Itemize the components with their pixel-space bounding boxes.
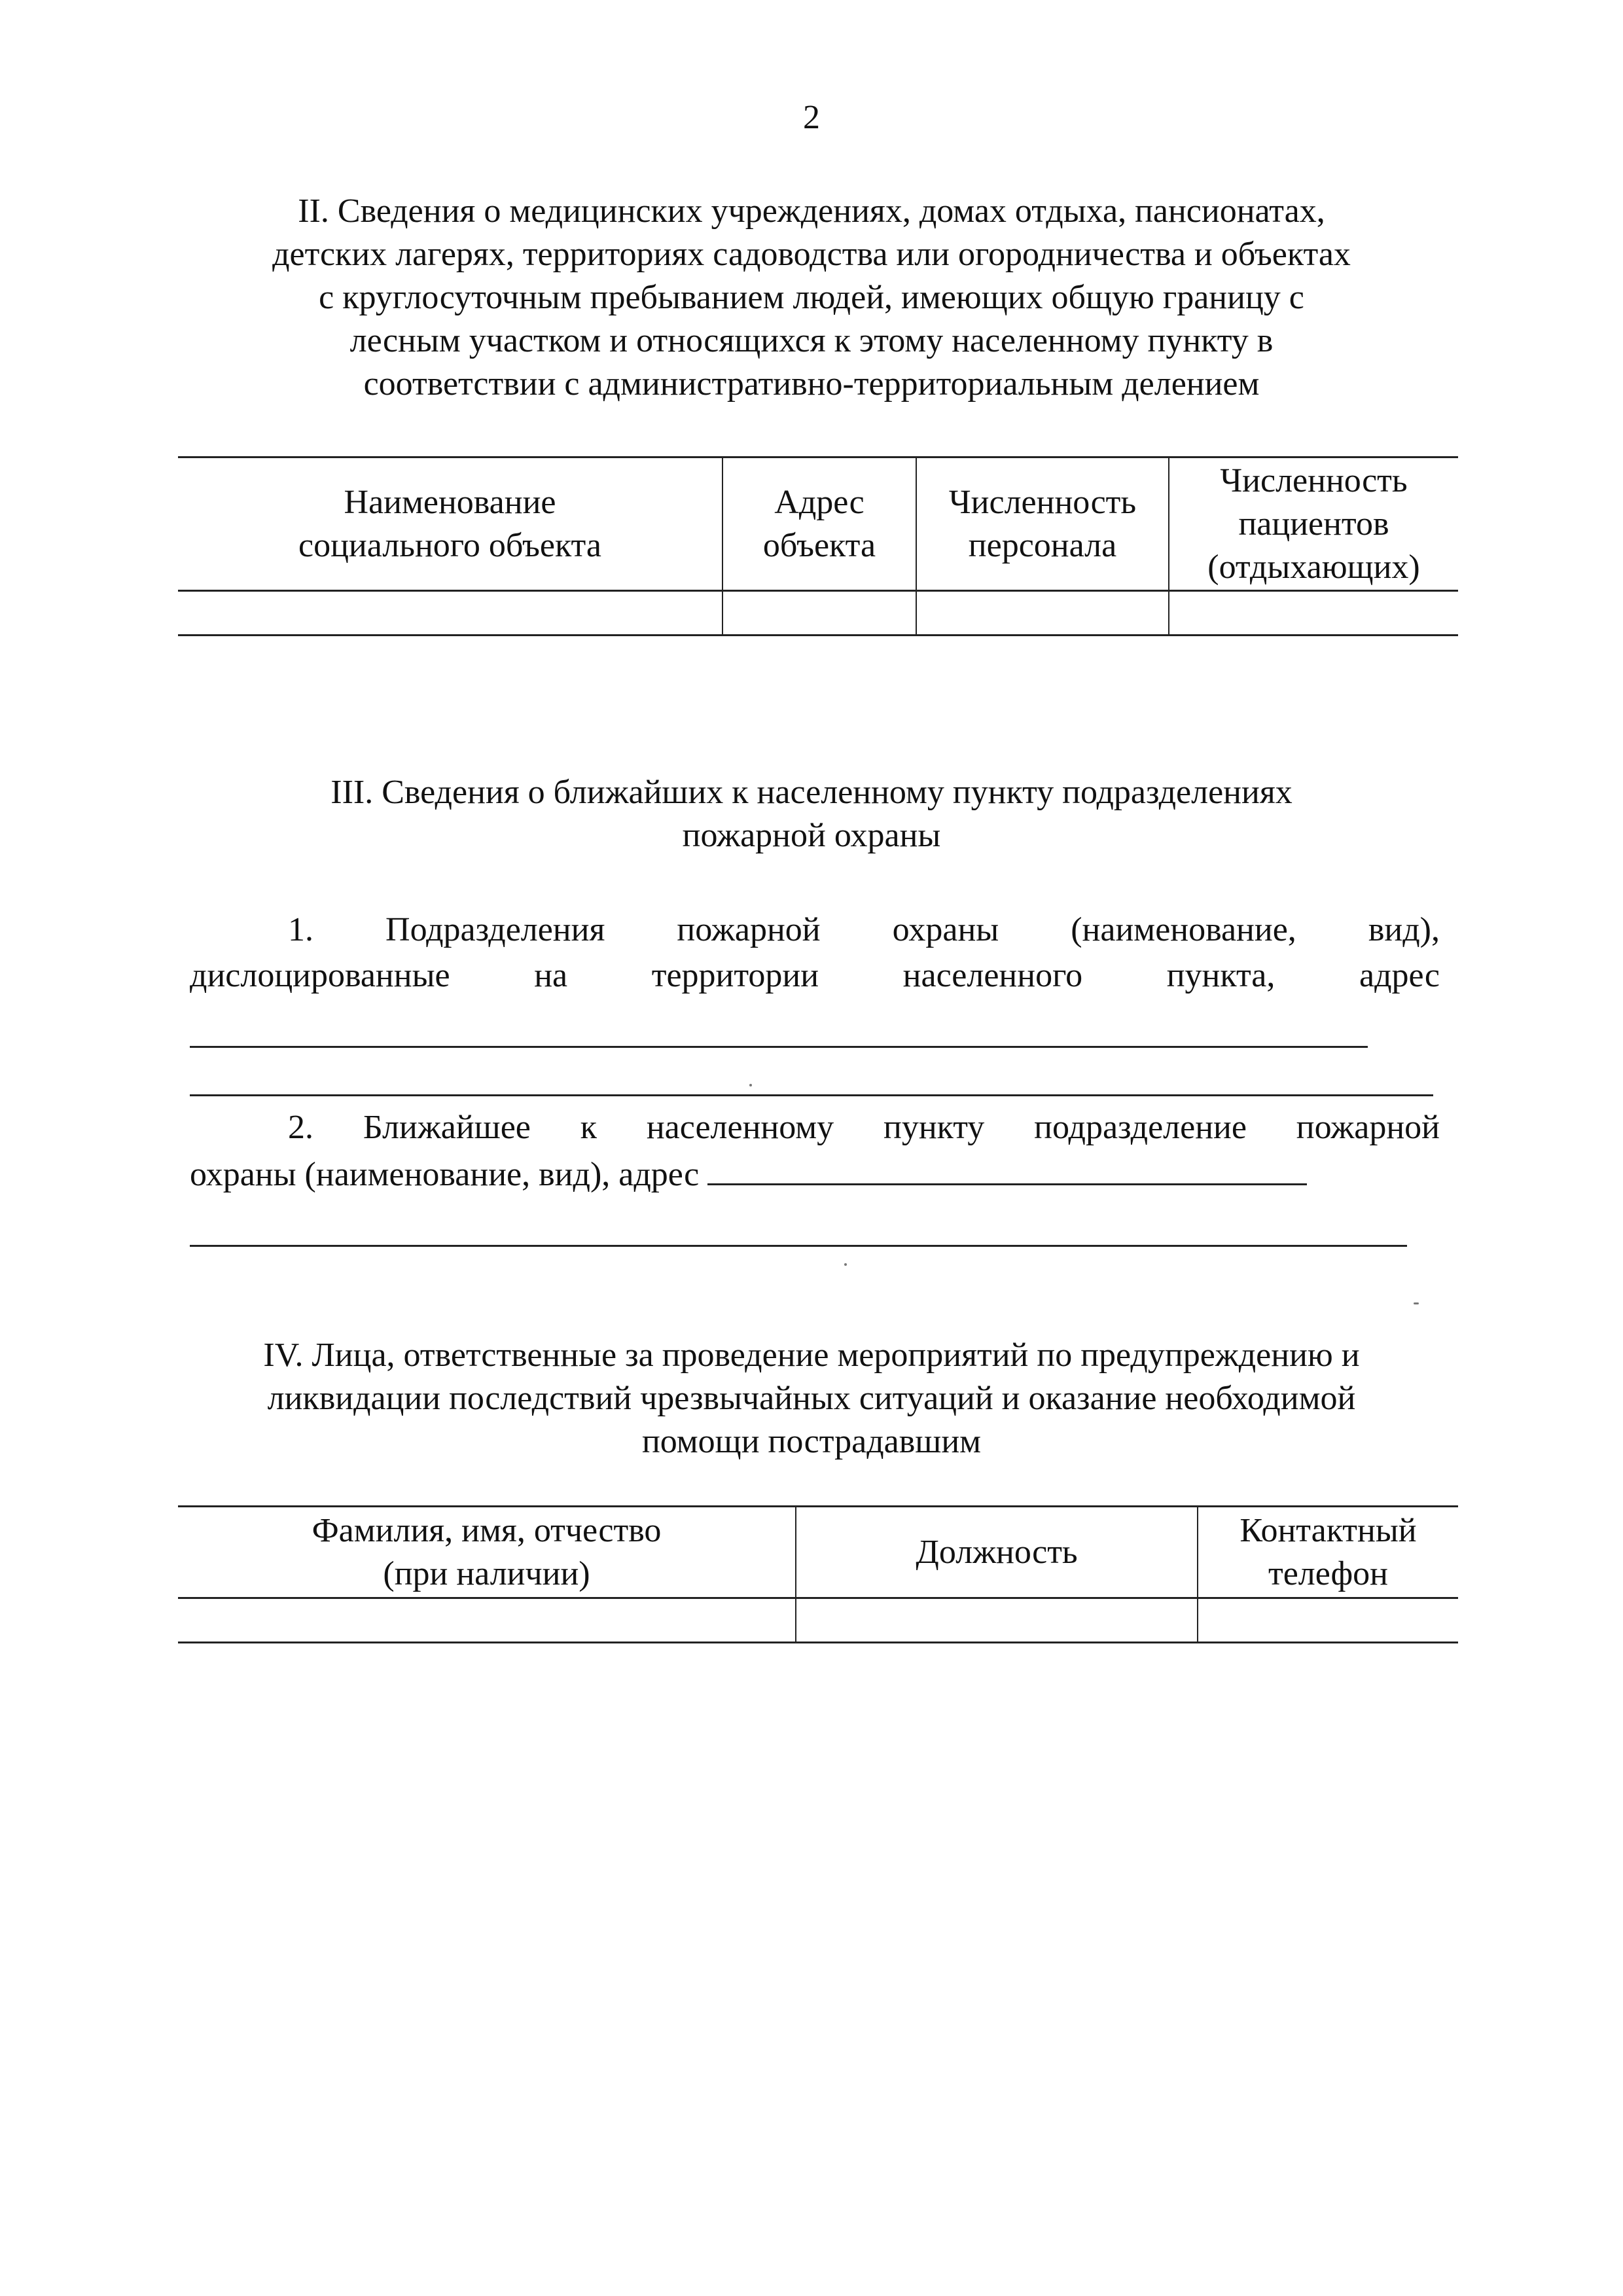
table-cell[interactable]	[1198, 1598, 1458, 1643]
heading-line: соответствии с административно-территориальным делением	[363, 365, 1260, 403]
heading-line: лесным участком и относящихся к этому населенному пункту в	[349, 322, 1274, 359]
column-header-position: Должность	[796, 1507, 1198, 1598]
item-1-line-1: 1. Подразделения пожарной охраны (наименование, вид),	[288, 911, 1440, 948]
social-objects-table	[178, 456, 1458, 636]
table-cell[interactable]	[722, 591, 916, 636]
table-row	[178, 591, 1458, 636]
item-1-paragraph-cont	[190, 954, 1440, 997]
heading-line: пожарной охраны	[682, 817, 941, 854]
item-2-paragraph-cont	[190, 1153, 1440, 1196]
column-header-contact-phone: Контактный телефон	[1198, 1507, 1458, 1598]
item-2-answer-line-2[interactable]	[190, 1245, 1407, 1247]
item-2-line-2-wrap	[190, 1153, 1440, 1196]
table-cell[interactable]	[178, 1598, 796, 1643]
item-1-paragraph	[288, 908, 1440, 952]
item-1-answer-line-2[interactable]	[190, 1094, 1433, 1096]
column-header-object-address: Адрес объекта	[722, 457, 916, 591]
item-2-paragraph	[288, 1106, 1440, 1149]
heading-line: IV. Лица, ответственные за проведение мероприятий по предупреждению и	[263, 1336, 1360, 1374]
page-number: 2	[803, 99, 820, 136]
column-header-object-name: Наименование социального объекта	[178, 457, 722, 591]
table-header-row	[178, 1507, 1458, 1598]
item-1-answer-line-1[interactable]	[190, 1046, 1368, 1048]
heading-line: III. Сведения о ближайших к населенному пункту подразделениях	[330, 774, 1293, 811]
table-cell[interactable]	[178, 591, 722, 636]
scan-speck	[1414, 1302, 1419, 1304]
item-2-line-1: 2. Ближайшее к населенному пункту подразделение пожарной	[288, 1109, 1440, 1146]
table-row	[178, 1598, 1458, 1643]
section-3-heading	[190, 771, 1433, 857]
heading-line: II. Сведения о медицинских учреждениях, домах отдыха, пансионатах,	[298, 192, 1325, 230]
table-cell[interactable]	[1169, 591, 1458, 636]
scan-speck	[749, 1084, 752, 1086]
item-1-line-2: дислоцированные на территории населенного пункта, адрес	[190, 957, 1440, 994]
column-header-staff-count: Численность персонала	[916, 457, 1169, 591]
table-cell[interactable]	[916, 591, 1169, 636]
section-2-heading	[190, 190, 1433, 406]
table-cell[interactable]	[796, 1598, 1198, 1643]
item-2-answer-inline[interactable]	[707, 1153, 1307, 1185]
heading-line: помощи пострадавшим	[641, 1423, 982, 1460]
column-header-full-name: Фамилия, имя, отчество (при наличии)	[178, 1507, 796, 1598]
scan-speck	[844, 1263, 847, 1266]
heading-line: детских лагерях, территориях садоводства или огородничества и объектах	[272, 236, 1351, 273]
table-header-row	[178, 457, 1458, 591]
column-header-patients-count: Численность пациентов (отдыхающих)	[1169, 457, 1458, 591]
item-2-line-2: охраны (наименование, вид), адрес	[190, 1156, 700, 1193]
responsible-persons-table	[178, 1505, 1458, 1643]
heading-line: с круглосуточным пребыванием людей, имеющих общую границу с	[319, 279, 1304, 316]
heading-line: ликвидации последствий чрезвычайных ситуаций и оказание необходимой	[267, 1380, 1356, 1417]
section-4-heading	[190, 1334, 1433, 1463]
